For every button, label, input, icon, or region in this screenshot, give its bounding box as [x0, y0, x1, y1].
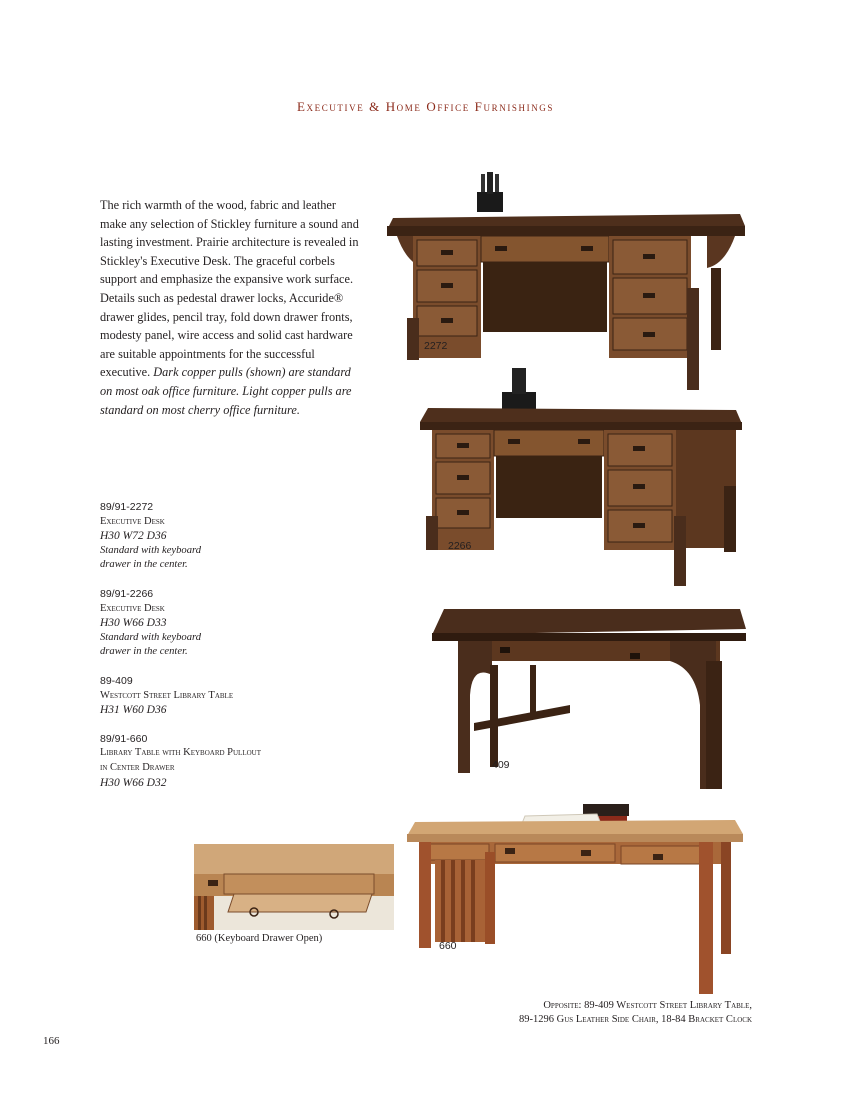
- spec-name-continued: in Center Drawer: [100, 761, 175, 773]
- spec-name: Executive Desk: [100, 602, 165, 614]
- spec-dimensions: H30 W66 D32: [100, 776, 167, 789]
- intro-body: The rich warmth of the wood, fabric and leather make any selection of Stickley furniture a sound and lasting investment. Prairie architecture is revealed in Stickley's Executive Desk. The graceful corbels support and emphasize the expansive work surface. Details such as pedestal drawer locks, Accuride® drawer glides, pencil tray, fold down drawer fronts, modesty panel, wire access and solid cast hardware are suitable appointments for the successful executive.: [100, 198, 359, 380]
- photo-caption: [519, 999, 752, 1027]
- spec-item: [100, 587, 360, 660]
- photo-caption-line: Opposite: 89-409 Westcott Street Library Table,: [543, 1000, 752, 1011]
- inset-660-caption: [196, 933, 322, 944]
- inset-660-caption-text: 660 (Keyboard Drawer Open): [196, 933, 323, 944]
- page-header-title: Executive & Home Office Furnishings: [296, 99, 555, 114]
- spec-note: Standard with keyboard: [100, 544, 202, 556]
- table-409-label: 409: [492, 759, 510, 771]
- intro-paragraph: [100, 196, 362, 419]
- spec-name: Library Table with Keyboard Pullout: [100, 747, 261, 759]
- desk-2266-label: 2266: [448, 540, 472, 552]
- spec-dimensions: H30 W66 D33: [100, 617, 167, 630]
- spec-dimensions: H31 W60 D36: [100, 704, 167, 717]
- spec-item: [100, 674, 360, 718]
- spec-name: Executive Desk: [100, 515, 165, 527]
- spec-item: [100, 500, 360, 573]
- spec-sku: 89/91-2272: [100, 501, 154, 513]
- page-number: 166: [43, 1035, 60, 1047]
- spec-note: drawer in the center.: [100, 646, 188, 658]
- spec-item: [100, 732, 360, 790]
- spec-note: Standard with keyboard: [100, 631, 202, 643]
- inset-660-drawer-photo: [194, 844, 394, 930]
- desk-2266-photo: [418, 366, 744, 588]
- spec-sku: 89-409: [100, 674, 133, 687]
- intro-pulls-note: Dark copper pulls (shown) are standard on most oak office furniture. Light copper pulls are standard on most cherry office furniture.: [100, 365, 352, 417]
- table-409-photo: [430, 605, 748, 793]
- spec-note: drawer in the center.: [100, 559, 188, 571]
- spec-list: [100, 500, 360, 804]
- table-660-label: 660: [439, 940, 457, 952]
- desk-2272-photo: [385, 168, 747, 394]
- table-660-photo: [405, 802, 745, 996]
- spec-sku: 89/91-660: [100, 732, 148, 745]
- spec-name: Westcott Street Library Table: [100, 689, 234, 701]
- desk-2272-label: 2272: [424, 340, 448, 352]
- photo-caption-line: 89-1296 Gus Leather Side Chair, 18-84 Bracket Clock: [519, 1014, 752, 1025]
- spec-sku: 89/91-2266: [100, 587, 154, 600]
- spec-dimensions: H30 W72 D36: [100, 530, 167, 543]
